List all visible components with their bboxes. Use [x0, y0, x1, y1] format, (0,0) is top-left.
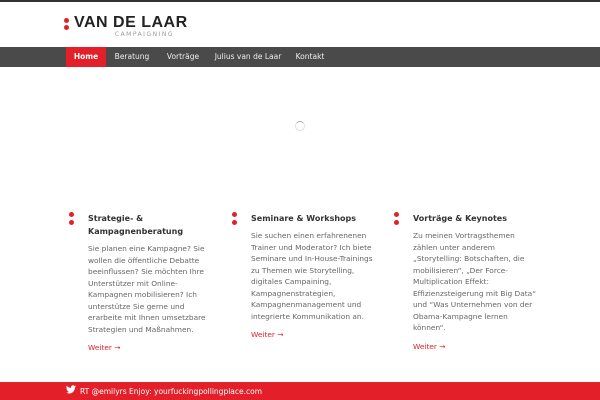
- bullet-dot-icon: [232, 220, 237, 225]
- logo-subtitle: CAMPAIGNING: [114, 31, 174, 38]
- weiter-link[interactable]: Weiter →: [88, 343, 121, 352]
- nav-item-beratung[interactable]: Beratung: [114, 52, 150, 61]
- bullet-dot-icon: [69, 220, 74, 225]
- footer-bar: [0, 382, 600, 400]
- nav-item-julius-van-de-laar[interactable]: Julius van de Laar: [214, 52, 282, 61]
- logo[interactable]: [64, 14, 204, 38]
- column-title: Vorträge & Keynotes: [413, 214, 507, 223]
- service-column-seminars: [251, 212, 376, 341]
- logo-dot-icon: [64, 25, 69, 30]
- weiter-link[interactable]: Weiter →: [413, 341, 446, 351]
- logo-dot-icon: [64, 18, 69, 23]
- nav-item-vortraege[interactable]: Vorträge: [166, 52, 200, 61]
- main-navigation: [0, 47, 600, 67]
- twitter-icon[interactable]: [66, 385, 76, 398]
- bullet-dot-icon: [394, 212, 399, 217]
- column-text: Sie suchen einen erfahrenenen Trainer und Moderator? Ich biete Seminare und In-House-Trainings zu Themen wie Storytelling, digitales Campaining, Kampagnenstrategien, Kampagnenmanagement und integrierte Kommunikation an.: [251, 231, 373, 321]
- service-column-strategy: [88, 212, 213, 354]
- loading-spinner-icon: [295, 121, 305, 131]
- latest-tweet[interactable]: RT @emilyrs Enjoy: yourfuckingpollingplace.com: [80, 387, 263, 396]
- weiter-link[interactable]: Weiter →: [251, 330, 284, 339]
- column-title: Seminare & Workshops: [251, 214, 357, 223]
- bullet-dot-icon: [394, 220, 399, 225]
- top-border: [0, 0, 600, 2]
- bullet-dot-icon: [69, 212, 74, 217]
- column-title: Strategie- & Kampagnenberatung: [88, 214, 184, 236]
- column-text: Zu meinen Vortragsthemen zählen unter anderem „Storytelling: Botschaften, die mobilisieren“, „Der Force-Multiplication Effekt: Effizienzsteigerung mit Big Data“ und “Was Unternehmen von der Obama-Kampagne lernen können“.: [413, 231, 537, 332]
- nav-item-home[interactable]: Home: [66, 47, 106, 67]
- nav-item-kontakt[interactable]: Kontakt: [295, 52, 325, 61]
- logo-title: VAN DE LAAR: [74, 14, 188, 31]
- column-text: Sie planen eine Kampagne? Sie wollen die öffentliche Debatte beeinflussen? Sie möchten Ihre Unterstützer mit Online-Kampagnen mobilisieren? Ich unterstütze Sie gerne und erarbeite mit Ihnen umsetzbare Strategien und Maßnahmen.: [88, 244, 206, 334]
- service-column-keynotes: [413, 212, 538, 353]
- bullet-dot-icon: [232, 212, 237, 217]
